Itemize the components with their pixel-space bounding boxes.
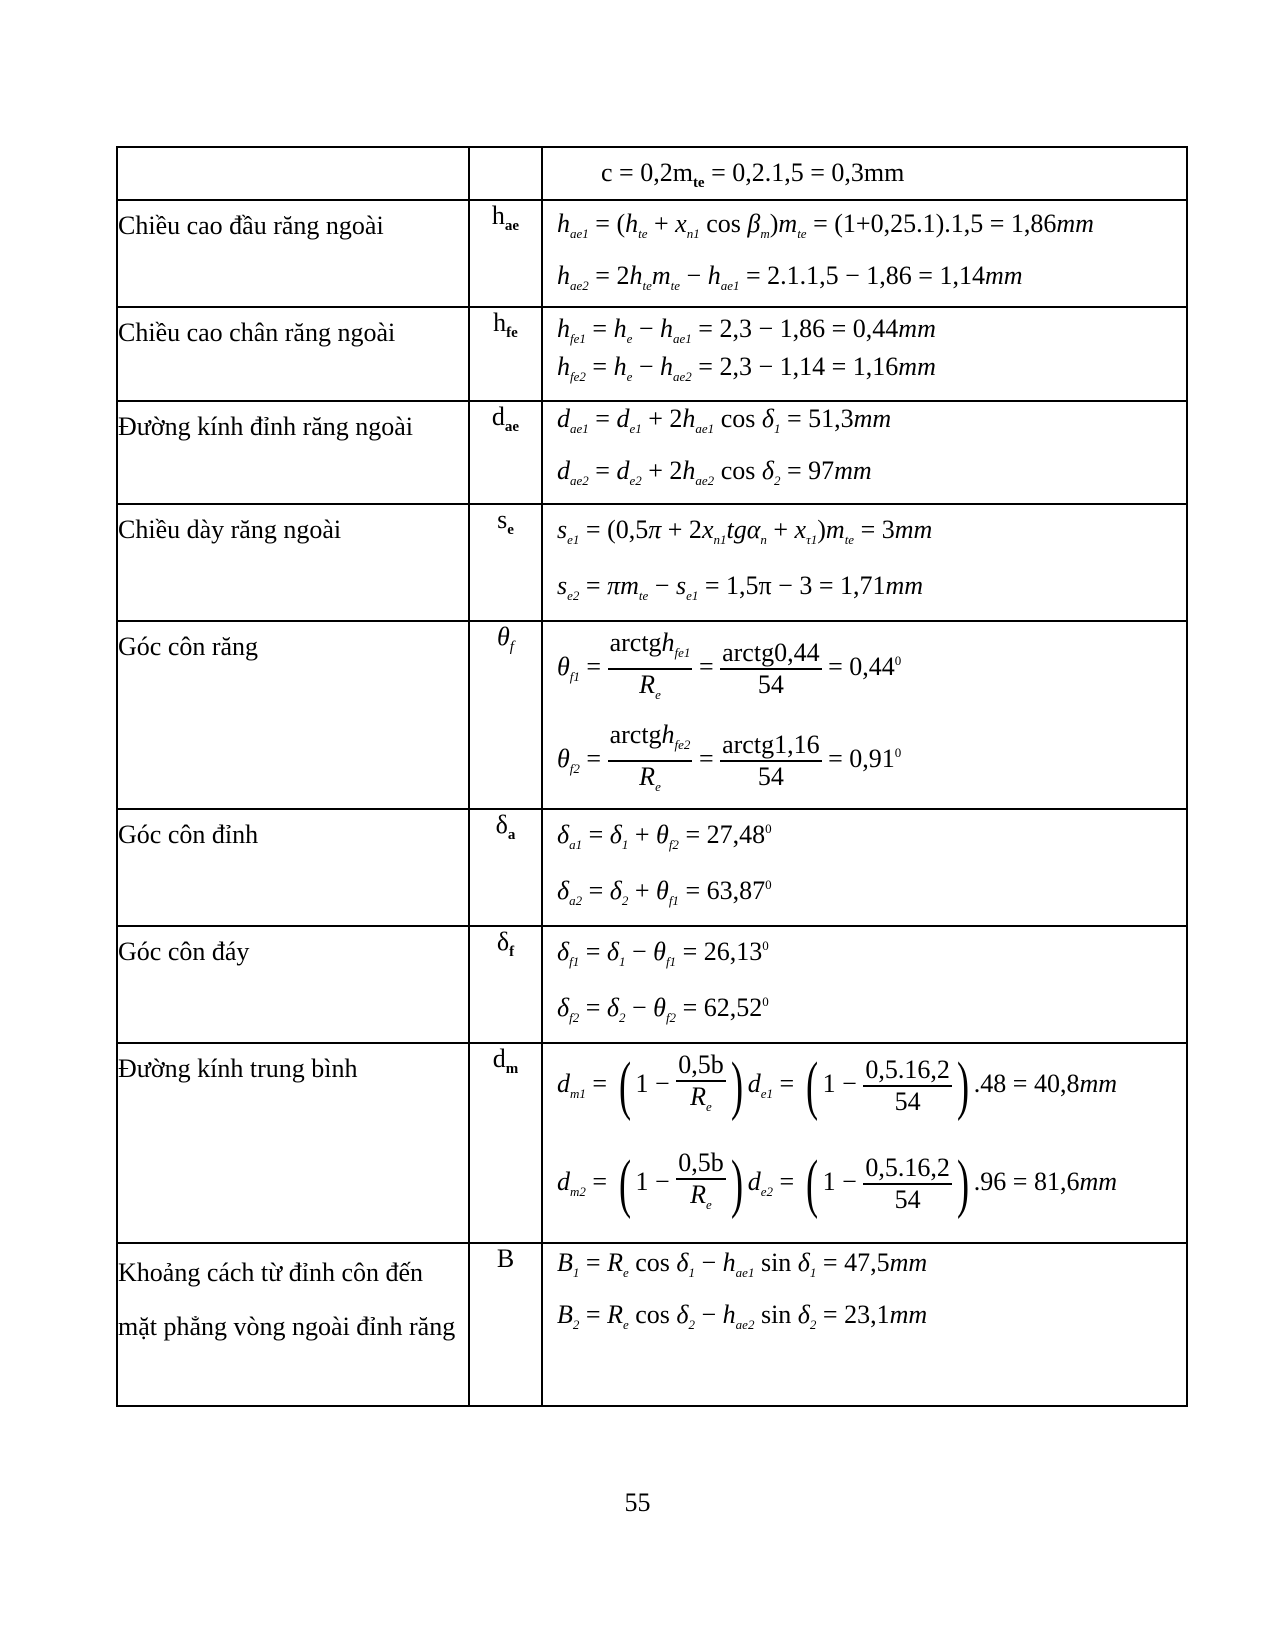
formula-cell: [542, 809, 1187, 926]
table-row: [117, 401, 1187, 504]
fraction: arctg0,44 54: [722, 638, 820, 699]
fraction: arctgh$_{fe2}$ $R_e$: [609, 720, 691, 794]
formula-dae1: $d_{ae1} = d_{e1} + 2h_{ae1}$ $\cos \delta_1 = 51,3mm$: [557, 404, 892, 436]
formula-se1: $s_{e1} = (0,5\pi + 2x_{n1}tg\alpha_n + x_{\tau 1})m_{te} = 3mm$: [557, 515, 933, 547]
row-name: Chiều cao chân răng ngoài: [117, 307, 469, 401]
table-row: [117, 147, 1187, 200]
formula-dm2: $d_{m2}$ = ( 1 − $\frac{0,5b}{R_e}$ ) $d_{e2}$ = ( 1 − $\frac{0,5.16,2}{54}$ ) .96 = 81,6mm: [557, 1147, 1118, 1220]
table-row: [117, 200, 1187, 307]
formula-cell: [542, 504, 1187, 621]
table-row: [117, 307, 1187, 401]
fraction: $\frac{0,5.16,2}{54}$: [865, 1055, 950, 1116]
formula-cell: [542, 401, 1187, 504]
symbol-cell: [469, 147, 542, 200]
fraction: arctg1,16 54: [722, 730, 820, 791]
row-symbol: $s_e$: [469, 504, 542, 621]
formula-cell: [542, 1043, 1187, 1243]
row-symbol: $\delta_a$: [469, 809, 542, 926]
table-row: [117, 1043, 1187, 1243]
fraction: $\frac{0,5b}{R_e}$: [678, 1148, 724, 1212]
formula-thetaf2: $\theta_{f2}$ = arctgh$_{fe2}$ $R_e$ = arctg1,16 54 = $0,91^0$: [557, 720, 901, 802]
formula-deltaf2: $\delta_{f2} = \delta_2 - \theta_{f2} = 62,52^0$: [557, 993, 769, 1025]
row-symbol: $d_{ae}$: [469, 401, 542, 504]
formula-b2: $B_2 = R_e$ $\cos \delta_2 - h_{ae2}$ $\sin \delta_2 = 23,1mm$: [557, 1300, 928, 1332]
row-name: Góc côn đáy: [117, 926, 469, 1043]
fraction: $\frac{0,5b}{R_e}$: [678, 1050, 724, 1114]
row-name: Chiều cao đầu răng ngoài: [117, 200, 469, 307]
formula-cell: [542, 147, 1187, 200]
formula-cell: [542, 1243, 1187, 1406]
row-symbol: $\delta_f$: [469, 926, 542, 1043]
row-name: Đường kính trung bình: [117, 1043, 469, 1243]
formula-thetaf1: $\theta_{f1}$ = arctgh$_{fe1}$ $R_e$ = arctg0,44 54 = $0,44^0$: [557, 628, 901, 710]
formula-cell: [542, 926, 1187, 1043]
formula-dae2: $d_{ae2} = d_{e2} + 2h_{ae2}$ $\cos \delta_2 = 97mm$: [557, 456, 872, 488]
table-row: [117, 504, 1187, 621]
row-name: Góc côn răng: [117, 621, 469, 809]
fraction: arctgh$_{fe1}$ $R_e$: [609, 628, 691, 702]
name-cell: [117, 147, 469, 200]
row-symbol: $h_{fe}$: [469, 307, 542, 401]
table-row: [117, 809, 1187, 926]
formula-dm1: $d_{m1}$ = ( 1 − $\frac{0,5b}{R_e}$ ) $d_{e1}$ = ( 1 − $\frac{0,5.16,2}{54}$ ) .48 = 40,8mm: [557, 1049, 1118, 1122]
row-symbol: B: [469, 1243, 542, 1406]
table-row: [117, 621, 1187, 809]
table-row: [117, 1243, 1187, 1406]
fraction: $\frac{0,5.16,2}{54}$: [865, 1153, 950, 1214]
formula-cell: [542, 307, 1187, 401]
row-name: Đường kính đỉnh răng ngoài: [117, 401, 469, 504]
row-name: Khoảng cách từ đỉnh côn đến mặt phẳng vòng ngoài đỉnh răng: [117, 1243, 469, 1406]
table-row: [117, 926, 1187, 1043]
formula-hae1: $h_{ae1} = (h_{te} + x_{n1}$ $\cos \beta_m)m_{te} = (1+0,25.1).1,5 = 1,86mm$: [557, 209, 1094, 241]
formula-deltaf1: $\delta_{f1} = \delta_1 - \theta_{f1} = 26,13^0$: [557, 937, 769, 969]
page-number: 55: [624, 1488, 651, 1517]
formula-hfe2: $h_{fe2} = h_e - h_{ae2} = 2,3 - 1,14 = 1,16mm$: [557, 352, 936, 384]
formula-cell: [542, 621, 1187, 809]
formula-deltaa2: $\delta_{a2} = \delta_2 + \theta_{f1} = 63,87^0$: [557, 876, 772, 908]
formula-b1: $B_1 = R_e$ $\cos \delta_1 - h_{ae1}$ $\sin \delta_1 = 47,5mm$: [557, 1248, 928, 1280]
formula-hae2: $h_{ae2} = 2h_{te}m_{te} - h_{ae1} = 2.1.1,5 - 1,86 = 1,14mm$: [557, 261, 1023, 293]
formula-se2: $s_{e2} = \pi m_{te} - s_{e1} = 1,5\pi - 3 = 1,71mm$: [557, 571, 924, 603]
parameter-table: [116, 146, 1188, 1407]
row-symbol: $d_m$: [469, 1043, 542, 1243]
formula-clearance: $c = 0,2m_{te} = 0,2.1,5 = 0,3mm$: [601, 158, 905, 191]
row-name: Góc côn đỉnh: [117, 809, 469, 926]
formula-deltaa1: $\delta_{a1} = \delta_1 + \theta_{f2} = 27,48^0$: [557, 820, 772, 852]
row-symbol: $h_{ae}$: [469, 200, 542, 307]
row-name: Chiều dày răng ngoài: [117, 504, 469, 621]
row-symbol: $\theta_f$: [469, 621, 542, 809]
formula-hfe1: $h_{fe1} = h_e - h_{ae1} = 2,3 - 1,86 = 0,44mm$: [557, 314, 936, 346]
formula-cell: [542, 200, 1187, 307]
